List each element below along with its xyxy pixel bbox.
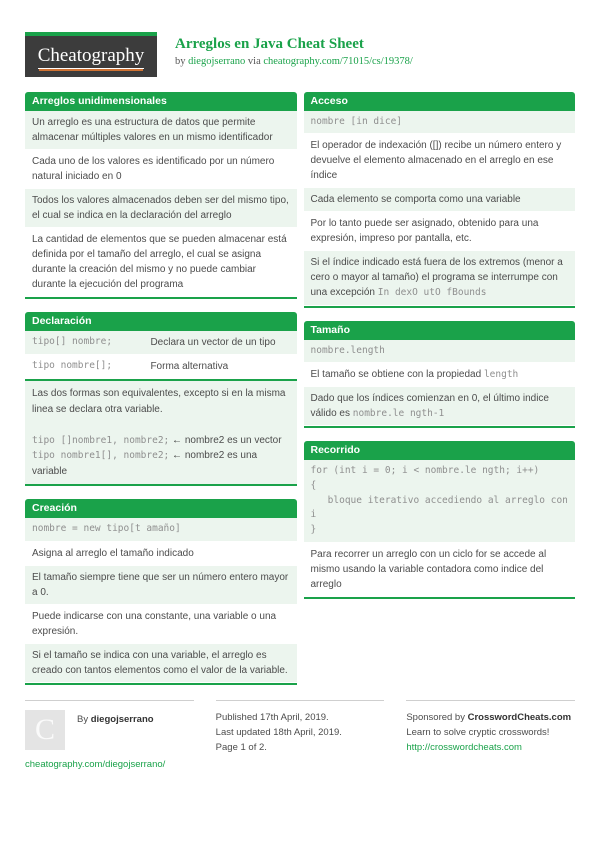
footer-publish-column xyxy=(216,700,385,772)
row xyxy=(25,566,297,604)
by-label: by xyxy=(175,56,189,67)
text-segment: Asigna al arreglo el tamaño indicado xyxy=(32,547,194,559)
row xyxy=(304,188,576,211)
row-code-cell: tipo nombre[]; xyxy=(32,360,113,371)
row xyxy=(304,387,576,425)
row-text-cell: Declara un vector de un tipo xyxy=(150,337,276,348)
text-segment: Si el tamaño se indica con una variable, el arreglo es creado con tantos elementos como el valor de la variable. xyxy=(32,649,288,676)
published-date: Published 17th April, 2019. xyxy=(215,711,329,723)
right-column xyxy=(304,92,576,612)
note-line xyxy=(32,433,290,449)
note-line xyxy=(32,417,290,433)
text-segment: Si el índice indicado está fuera de los extremos (menor a cero o mayor al tamaño) el programa se interrumpe con una excepción xyxy=(310,257,563,299)
sponsor-link[interactable]: http://crosswordcheats.com xyxy=(406,742,522,754)
row-code-cell: tipo[] nombre; xyxy=(32,336,113,347)
section-arreglos-unidimensionales xyxy=(25,92,297,299)
note-line xyxy=(32,448,290,479)
code-line: } xyxy=(310,524,317,536)
note-block xyxy=(25,379,297,484)
row xyxy=(25,189,297,227)
author-link[interactable]: diegojserrano xyxy=(188,56,246,67)
title-block xyxy=(175,32,413,67)
sponsor-name[interactable]: CrosswordCheats.com xyxy=(467,711,572,723)
inline-code: tipo []nombre1, nombre2; xyxy=(32,434,170,446)
inline-code: In dexO utO fBounds xyxy=(377,287,487,299)
text-segment: nombre2 es un vector xyxy=(184,434,282,446)
text-segment: ← xyxy=(169,434,185,446)
page-footer xyxy=(25,700,575,772)
row xyxy=(25,111,297,149)
footer-by-label: By xyxy=(77,713,91,725)
section-header-declaracion: Declaración xyxy=(25,312,297,331)
row xyxy=(304,460,576,542)
avatar: C xyxy=(25,710,65,750)
section-header-acceso: Acceso xyxy=(304,92,576,111)
page-number: Page 1 of 2. xyxy=(215,742,267,754)
text-segment: Un arreglo es una estructura de datos que permite almacenar múltiples valores en un mismo identificador xyxy=(32,117,273,143)
sponsor-line xyxy=(406,710,575,725)
note-line xyxy=(32,386,290,417)
cheatography-logo-text: Cheatography xyxy=(38,45,145,69)
author-row xyxy=(25,710,194,750)
section-header-creacion: Creación xyxy=(25,499,297,518)
text-segment: El operador de indexación ([]) recibe un número entero y devuelve el elemento almacenado en el arreglo en ese índice xyxy=(310,140,562,182)
text-segment: Las dos formas son equivalentes, excepto si en la misma linea se declara otra variable. xyxy=(32,388,286,415)
section-recorrido xyxy=(304,441,576,599)
text-segment: Cada uno de los valores es identificado por un número natural iniciado en 0 xyxy=(32,156,275,182)
text-segment: Todos los valores almacenados deben ser del mismo tipo, el cual se indica en la declaración del arreglo xyxy=(32,195,289,221)
text-segment: Puede indicarse con una constante, una variable o una expresión. xyxy=(32,610,277,637)
text-segment: El tamaño siempre tiene que ser un número entero mayor a 0. xyxy=(32,571,289,598)
footer-sponsor-column xyxy=(406,700,575,772)
inline-code: nombre.le ngth-1 xyxy=(352,408,445,419)
sheet-url-link[interactable]: cheatography.com/71015/cs/19378/ xyxy=(263,56,413,67)
text-segment: nombre2 es una variable xyxy=(32,450,258,477)
row xyxy=(25,542,297,565)
text-segment: Por lo tanto puede ser asignado, obtenido para una expresión, impreso por pantalla, etc. xyxy=(310,218,539,245)
text-segment: Cada elemento se comporta como una variable xyxy=(310,194,521,206)
row: nombre [in dice] xyxy=(304,111,576,133)
text-segment: La cantidad de elementos que se pueden almacenar está definida por el tamaño del arreglo, el cual se asigna durante la creación del mismo y no puede cambiar durante la ejecución del programa xyxy=(32,234,287,290)
sponsor-prefix: Sponsored by xyxy=(406,711,468,723)
section-tamano xyxy=(304,321,576,429)
row: nombre = new tipo[t amaño] xyxy=(25,518,297,540)
row xyxy=(304,251,576,304)
footer-byline xyxy=(77,710,154,727)
text-segment: Para recorrer un arreglo con un ciclo for se accede al mismo usando la variable contadora como indice del arreglo xyxy=(310,548,547,590)
section-declaracion xyxy=(25,312,297,486)
page-header xyxy=(25,32,575,77)
row xyxy=(304,363,576,386)
updated-date: Last updated 18th April, 2019. xyxy=(215,726,342,738)
row xyxy=(25,605,297,643)
sponsor-tagline: Learn to solve cryptic crosswords! xyxy=(406,726,550,738)
row xyxy=(304,543,576,596)
page-title: Arreglos en Java Cheat Sheet xyxy=(175,36,364,52)
row: nombre.length xyxy=(304,340,576,362)
row xyxy=(25,150,297,188)
code-line: { xyxy=(310,479,317,491)
text-segment: El tamaño se obtiene con la propiedad xyxy=(310,368,484,380)
code-line: bloque iterativo accediendo al arreglo con i xyxy=(310,494,574,521)
content-columns xyxy=(25,92,575,698)
row xyxy=(25,228,297,296)
inline-code: tipo nombre1[], nombre2; xyxy=(32,450,170,462)
via-label: via xyxy=(245,56,264,67)
cheatography-logo xyxy=(25,32,157,77)
text-segment: ← xyxy=(169,450,185,462)
byline xyxy=(175,56,413,67)
footer-author-name[interactable]: diegojserrano xyxy=(90,713,154,725)
section-header-recorrido: Recorrido xyxy=(304,441,576,460)
row-text-cell: Forma alternativa xyxy=(150,361,229,372)
row xyxy=(304,134,576,187)
code-line: for (int i = 0; i < nombre.le ngth; i++) xyxy=(310,465,540,477)
section-creacion xyxy=(25,499,297,684)
section-acceso xyxy=(304,92,576,308)
row xyxy=(25,355,297,378)
row xyxy=(25,644,297,682)
text-segment: Dado que los índices comienzan en 0, el último indice válido es xyxy=(310,393,549,419)
inline-code: length xyxy=(483,368,519,380)
footer-author-column xyxy=(25,700,194,772)
row xyxy=(304,212,576,250)
left-column xyxy=(25,92,297,698)
section-header-tamano: Tamaño xyxy=(304,321,576,340)
section-header-arreglos-unidimensionales: Arreglos unidimensionales xyxy=(25,92,297,111)
row xyxy=(25,331,297,354)
author-profile-link[interactable]: cheatography.com/diegojserrano/ xyxy=(25,758,166,770)
